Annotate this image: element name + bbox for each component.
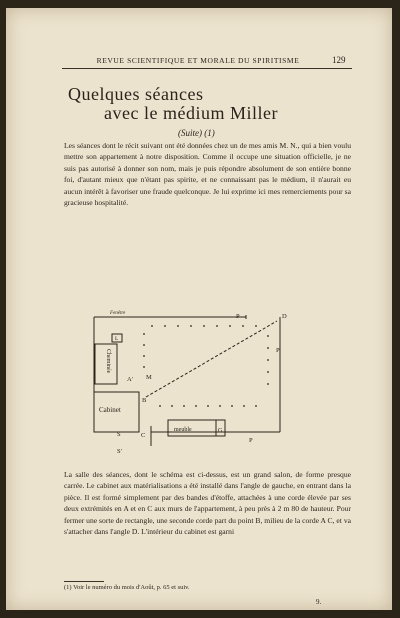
footnote: (1) Voir le numéro du mois d'Août, p. 65 et suiv. <box>64 584 190 591</box>
plan-label-cabinet: Cabinet <box>99 406 121 414</box>
plan-chair-dot <box>242 325 244 327</box>
plan-label-p-top: P <box>236 313 240 320</box>
plan-label-a-prime: A' <box>127 376 133 383</box>
plan-chair-dot <box>190 325 192 327</box>
paragraph-salle: La salle des séances, dont le schéma est ci-dessus, est un grand salon, de forme presque carrée. Le cabinet aux matérialisations a été installé dans l'angle de gauche, en entrant dans la pièce. Il est formé simplement par des bandes d'étoffe, attachées à une corde élevée par ses deux extrémités en A et en C aux murs de l'appartement, à peu près à 2 m 80 de hauteur. Pour fermer une sorte de rectangle, une seconde corde part du point B, milieu de la corde A C, et va s'attacher dans l'angle D. L'intérieur du cabinet est garni <box>64 470 351 537</box>
plan-label-p-bottom: P <box>249 437 253 444</box>
plan-label-cheminee: Cheminée <box>105 349 111 374</box>
plan-label-m: M <box>146 374 152 381</box>
signature-mark: 9. <box>316 598 322 606</box>
plan-label-meuble: meuble <box>174 427 192 433</box>
plan-chair-dot <box>219 405 221 407</box>
plan-label-fenetre: Fenêtre <box>110 311 126 316</box>
plan-label-l: L <box>115 336 119 342</box>
plan-chair-dot <box>255 325 257 327</box>
plan-chair-dot <box>143 355 145 357</box>
plan-chair-dot <box>255 405 257 407</box>
plan-label-c: C <box>141 432 146 439</box>
article-subtitle: (Suite) (1) <box>178 128 215 138</box>
plan-chair-dot <box>216 325 218 327</box>
plan-chair-dot <box>267 359 269 361</box>
plan-chairs <box>143 325 269 407</box>
plan-chair-dot <box>195 405 197 407</box>
plan-chair-dot <box>143 333 145 335</box>
plan-chair-dot <box>267 383 269 385</box>
plan-chair-dot <box>151 325 153 327</box>
plan-label-d: D <box>282 313 287 320</box>
plan-chair-dot <box>177 325 179 327</box>
plan-chair-dot <box>267 371 269 373</box>
plan-chair-dot <box>229 325 231 327</box>
plan-diagonal-rope <box>146 321 277 397</box>
article-title-line2: avec le médium Miller <box>104 103 278 123</box>
plan-chair-dot <box>267 347 269 349</box>
plan-labels <box>99 311 287 455</box>
plan-chair-dot <box>231 405 233 407</box>
plan-label-b: B <box>142 397 147 404</box>
paragraph-intro: Les séances dont le récit suivant ont été données chez un de mes amis M. N., qui a bien voulu mettre son appartement à notre disposition. Comme il occupe une situation officielle, je ne suis pas autorisé à donner son nom, mais je puis répondre absolument de son entière bonne foi, d'autant mieux que n'étant pas spirite, et ne connaissant pas le médium, il n'aurait eu aucun intérêt à favoriser une fraude quelconque. Je lui exprime ici mes remerciements pour sa gracieuse hospitalité. <box>64 141 351 208</box>
plan-label-s-prime: S' <box>117 448 122 455</box>
plan-chair-dot <box>183 405 185 407</box>
document-page <box>6 8 392 610</box>
plan-chair-dot <box>159 405 161 407</box>
plan-chair-dot <box>243 405 245 407</box>
plan-chair-dot <box>143 366 145 368</box>
footnote-rule <box>64 581 104 582</box>
page-number: 129 <box>332 55 346 65</box>
plan-chair-dot <box>203 325 205 327</box>
plan-label-p-right: P <box>276 347 280 354</box>
plan-label-s: S <box>117 431 121 438</box>
plan-chair-dot <box>207 405 209 407</box>
plan-chair-dot <box>267 335 269 337</box>
plan-label-g: G <box>218 428 223 434</box>
plan-chair-dot <box>171 405 173 407</box>
plan-chair-dot <box>164 325 166 327</box>
running-head: REVUE SCIENTIFIQUE ET MORALE DU SPIRITISME <box>96 56 300 65</box>
plan-chair-dot <box>143 344 145 346</box>
article-title-line1: Quelques séances <box>68 84 204 104</box>
